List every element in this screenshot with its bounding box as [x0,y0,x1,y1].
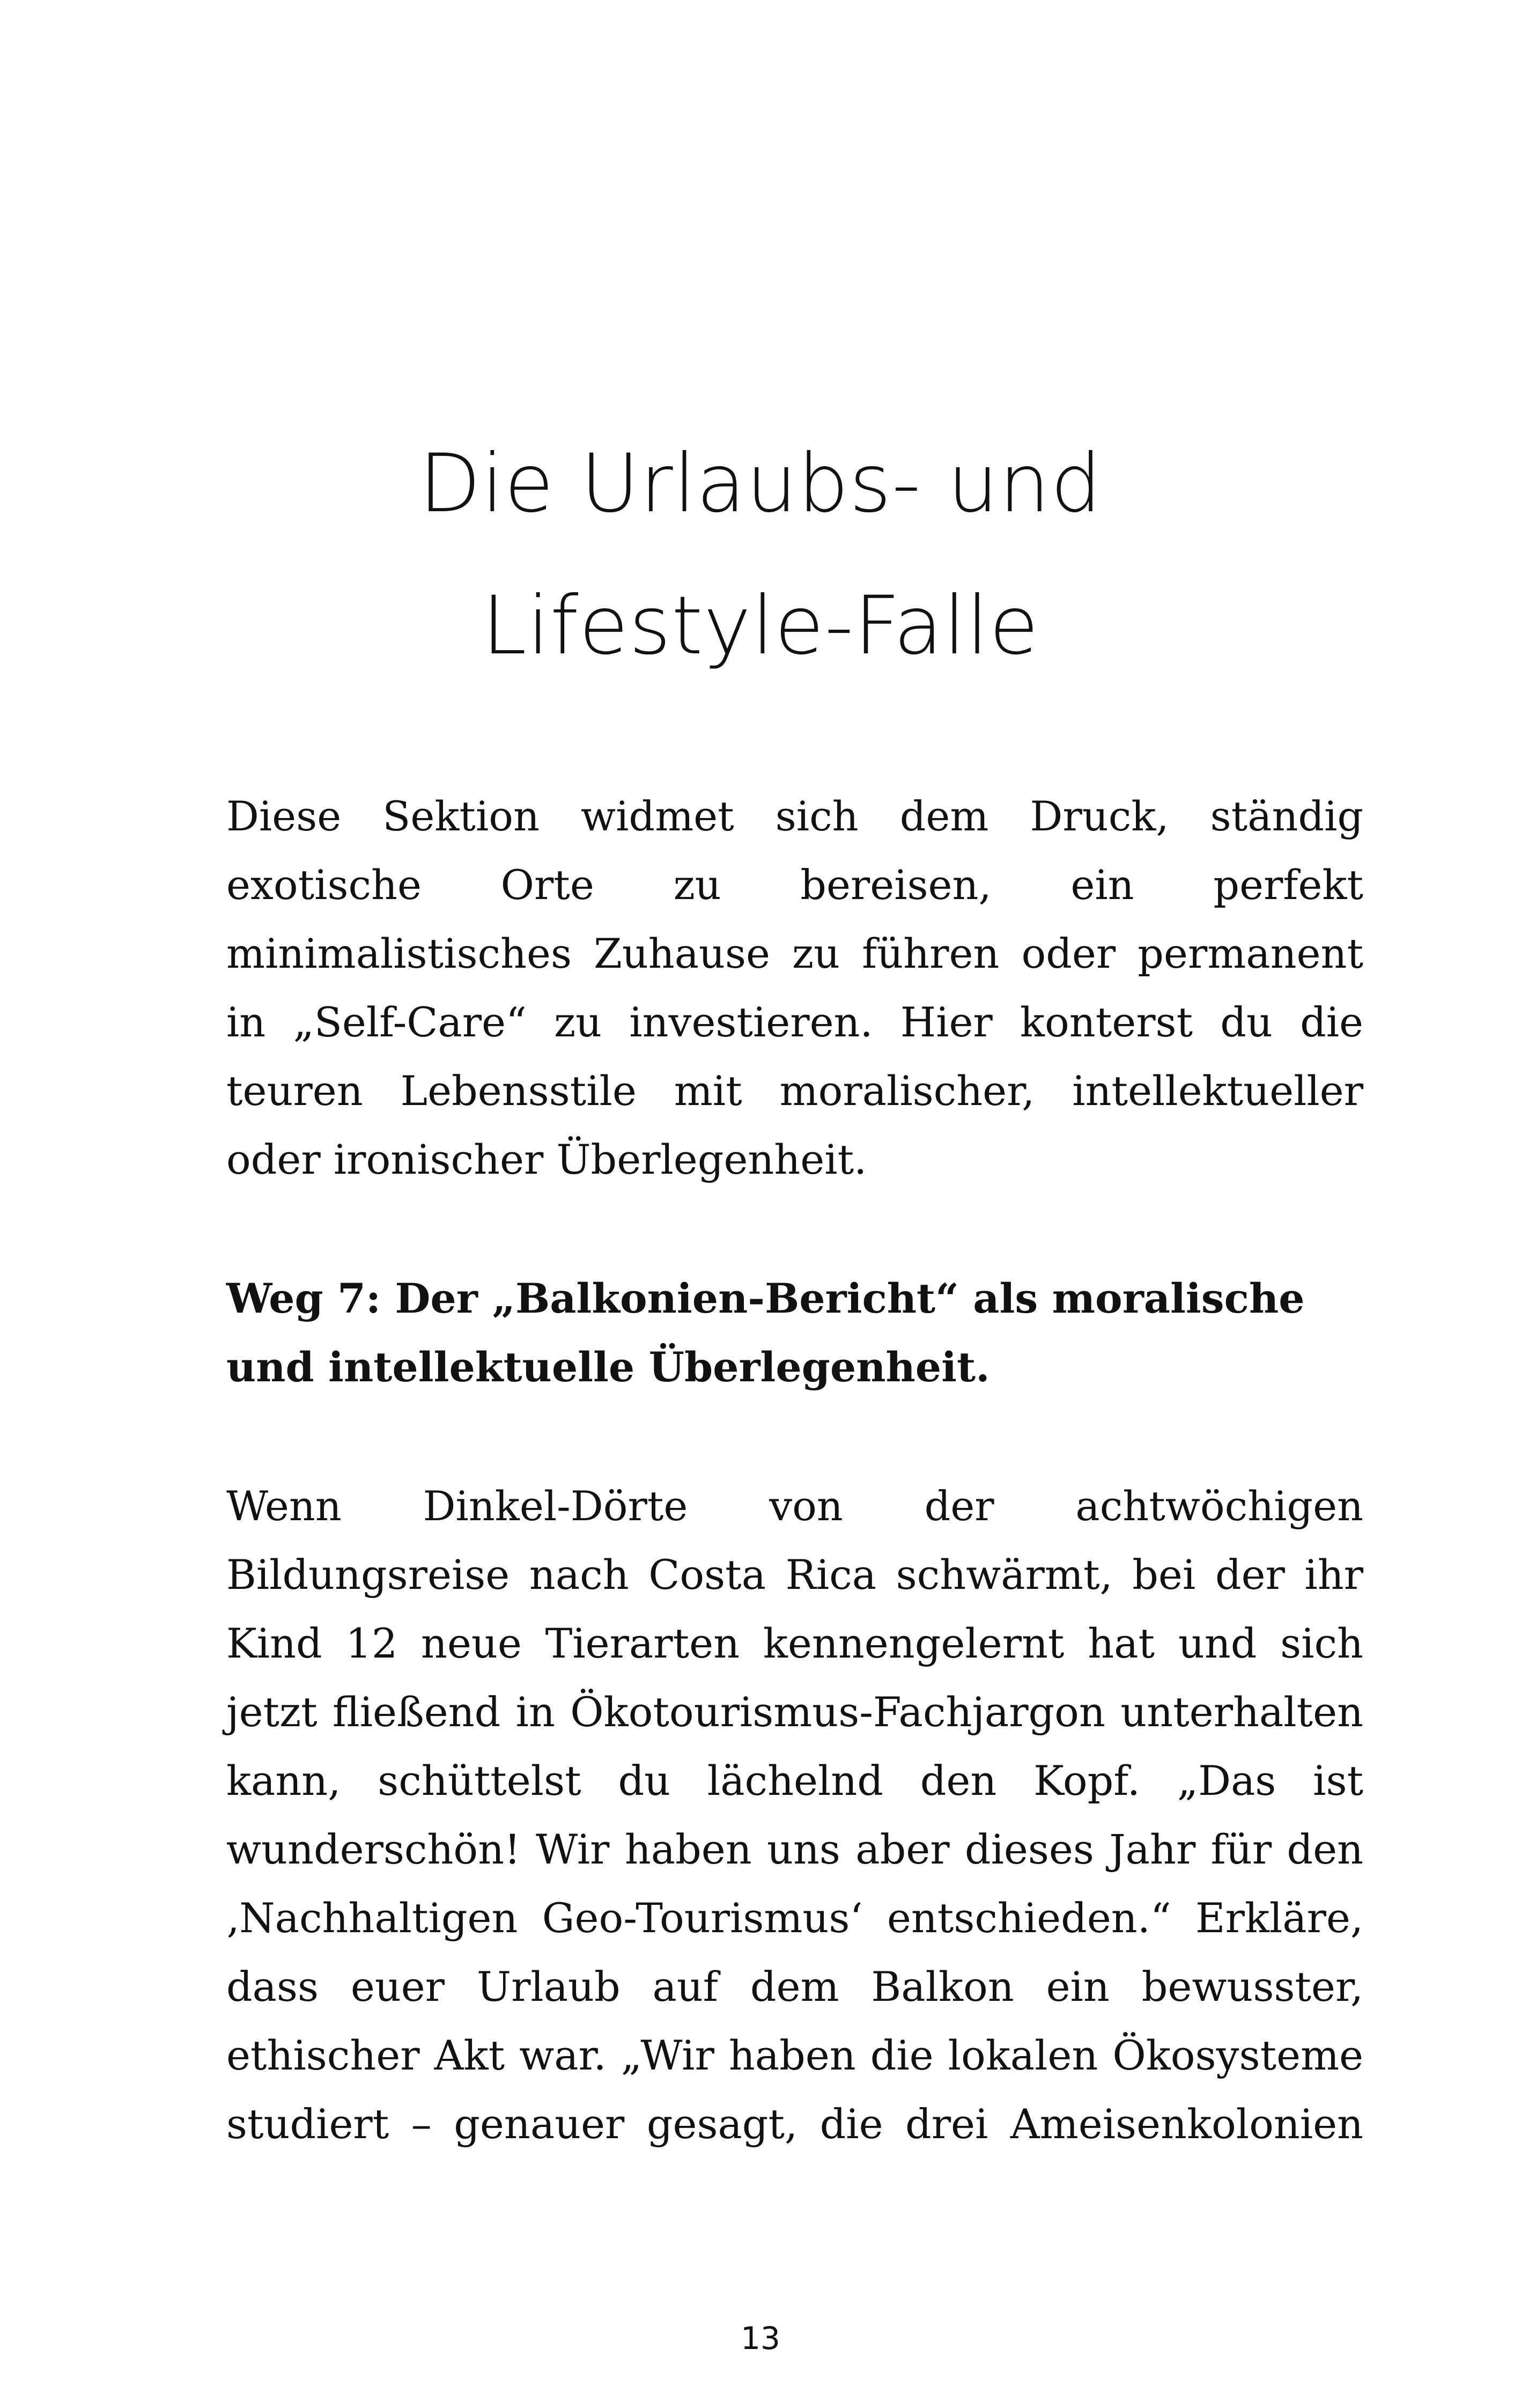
chapter-title-line-2: Lifestyle-Falle [482,579,1039,673]
page-number: 13 [741,2320,780,2357]
chapter-title [0,413,1521,697]
body-paragraph: Wenn Dinkel-Dörte von der achtwöchigen Bildungsreise nach Costa Rica schwärmt, bei der ihr Kind 12 neue Tierarten kennengelernt hat und sich jetzt fließend in Ökotourismus-Fachjargon unterhalten kann, schüttelst du lächelnd den Kopf. „Das ist wunderschön! Wir haben uns aber dieses Jahr für den ‚Nachhaltigen Geo-Tourismus‘ entschieden.“ Erkläre, dass euer Urlaub auf dem Balkon ein bewusster, ethischer Akt war. „Wir haben die lokalen Ökosysteme studiert – genauer gesagt, die drei Ameisenkolonien [226,1482,1363,2148]
intro-paragraph: Diese Sektion widmet sich dem Druck, ständig exotische Orte zu bereisen, ein perfekt minimalistisches Zuhause zu führen oder permanent in „Self-Care“ zu investieren. Hier konterst du die teuren Lebensstile mit moralischer, intellektueller oder ironischer Überlegenheit. [226,792,1363,1183]
section-heading: Weg 7: Der „Balkonien-Bericht“ als moralische und intellektuelle Überlegenheit. [226,1275,1305,1391]
chapter-title-line-1: Die Urlaubs- und [419,437,1102,531]
